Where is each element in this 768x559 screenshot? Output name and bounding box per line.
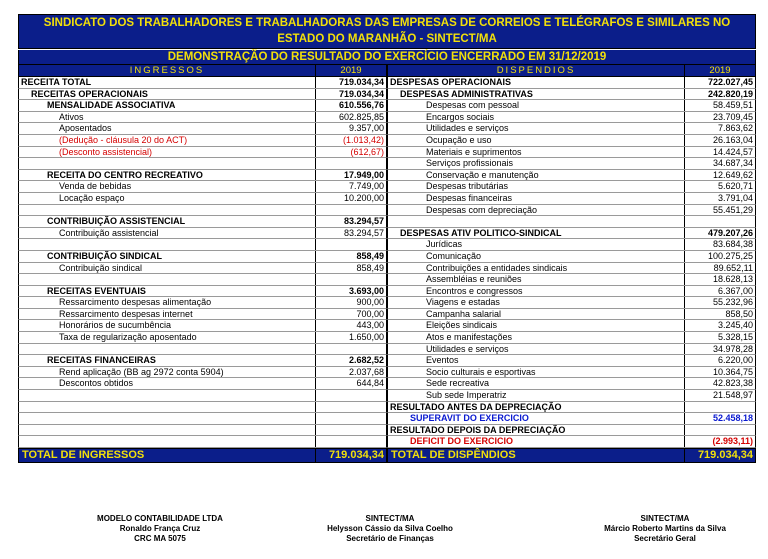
row-value: 858,50 bbox=[725, 308, 753, 319]
row-value: 644,84 bbox=[356, 378, 384, 389]
row-value: 42.823,38 bbox=[712, 378, 753, 389]
statement-row bbox=[387, 297, 756, 309]
row-label: DESPESAS ADMINISTRATIVAS bbox=[388, 89, 685, 100]
row-label: RECEITAS FINANCEIRAS bbox=[19, 355, 316, 366]
row-value: 479.207,26 bbox=[707, 227, 753, 238]
signature-role: Secretário de Finanças bbox=[346, 534, 434, 543]
statement-row bbox=[387, 147, 756, 159]
row-label: Campanha salarial bbox=[388, 309, 685, 320]
signature-name: Helysson Cássio da Silva Coelho bbox=[327, 524, 453, 533]
row-value: 55.451,29 bbox=[712, 204, 753, 215]
row-label: DEFICIT DO EXERCICIO bbox=[388, 436, 685, 447]
row-label: RECEITAS EVENTUAIS bbox=[19, 286, 316, 297]
statement-row bbox=[387, 320, 756, 332]
statement-row bbox=[387, 216, 756, 228]
row-value: 2.682,52 bbox=[348, 355, 384, 366]
statement-row bbox=[387, 193, 756, 205]
row-value: 3.693,00 bbox=[348, 285, 384, 296]
statement-row bbox=[387, 205, 756, 217]
row-label: SUPERAVIT DO EXERCICIO bbox=[388, 413, 685, 424]
row-label: RESULTADO ANTES DA DEPRECIAÇÃO bbox=[388, 402, 685, 413]
statement-row bbox=[18, 297, 387, 309]
statement-columns bbox=[18, 65, 756, 448]
row-label bbox=[19, 205, 316, 216]
statement-row bbox=[18, 100, 387, 112]
statement-row bbox=[18, 216, 387, 228]
total-expense bbox=[387, 448, 756, 463]
statement-row bbox=[18, 251, 387, 263]
statement-row bbox=[18, 367, 387, 379]
total-income bbox=[18, 448, 387, 463]
statement-row bbox=[18, 309, 387, 321]
row-label: RECEITA TOTAL bbox=[19, 77, 316, 88]
statement-row bbox=[387, 239, 756, 251]
signature-finance-secretary bbox=[290, 514, 490, 544]
row-label: Ativos bbox=[19, 112, 316, 123]
statement-row bbox=[387, 309, 756, 321]
expense-header-year: 2019 bbox=[709, 65, 731, 76]
row-label: Despesas financeiras bbox=[388, 193, 685, 204]
row-value: 52.458,18 bbox=[712, 413, 753, 424]
income-header-label: INGRESSOS bbox=[19, 65, 316, 76]
row-label: Materiais e suprimentos bbox=[388, 147, 685, 158]
signature-role: CRC MA 5075 bbox=[134, 534, 186, 543]
row-value: 7.749,00 bbox=[348, 181, 384, 192]
row-label: DESPESAS OPERACIONAIS bbox=[388, 77, 685, 88]
row-value: 900,00 bbox=[356, 297, 384, 308]
statement-row bbox=[18, 239, 387, 251]
statement-row bbox=[18, 205, 387, 217]
statement-row bbox=[387, 181, 756, 193]
statement-row bbox=[387, 251, 756, 263]
row-label: CONTRIBUIÇÃO ASSISTENCIAL bbox=[19, 216, 316, 227]
row-value: (612,67) bbox=[350, 146, 384, 157]
row-value: 858,49 bbox=[356, 262, 384, 273]
row-value: 12.649,62 bbox=[712, 169, 753, 180]
row-value: 602.825,85 bbox=[338, 111, 384, 122]
row-value: 58.459,51 bbox=[712, 100, 753, 111]
row-label: Conservação e manutenção bbox=[388, 170, 685, 181]
row-value: 700,00 bbox=[356, 308, 384, 319]
row-value bbox=[316, 158, 386, 169]
row-label: Contribuições a entidades sindicais bbox=[388, 263, 685, 274]
row-value bbox=[316, 274, 386, 285]
row-value: 34.978,28 bbox=[712, 343, 753, 354]
row-label: Atos e manifestações bbox=[388, 332, 685, 343]
row-value: 722.027,45 bbox=[707, 77, 753, 87]
document-title: SINDICATO DOS TRABALHADORES E TRABALHADORAS DAS EMPRESAS DE CORREIOS E TELÉGRAFOS E SIMILARES NO ESTADO DO MARANHÃO - SINTECT/MA bbox=[18, 14, 756, 49]
row-value: 10.200,00 bbox=[343, 192, 384, 203]
total-expense-value: 719.034,34 bbox=[697, 449, 753, 461]
row-value bbox=[316, 205, 386, 216]
row-value: 34.687,34 bbox=[712, 158, 753, 169]
row-value: 2.037,68 bbox=[348, 366, 384, 377]
financial-statement bbox=[18, 14, 756, 463]
row-value: 7.863,62 bbox=[717, 123, 753, 134]
row-label: Descontos obtidos bbox=[19, 378, 316, 389]
row-label: (Dedução - cláusula 20 do ACT) bbox=[19, 135, 316, 146]
row-value bbox=[316, 413, 386, 424]
statement-row bbox=[18, 123, 387, 135]
row-label: Taxa de regularização aposentado bbox=[19, 332, 316, 343]
row-value: 3.245,40 bbox=[717, 320, 753, 331]
statement-row bbox=[387, 228, 756, 240]
row-label bbox=[19, 344, 316, 355]
row-label: MENSALIDADE ASSOCIATIVA bbox=[19, 100, 316, 111]
row-label: CONTRIBUIÇÃO SINDICAL bbox=[19, 251, 316, 262]
statement-row bbox=[387, 355, 756, 367]
statement-row bbox=[387, 413, 756, 425]
signature-org: MODELO CONTABILIDADE LTDA bbox=[97, 514, 223, 523]
row-value: 5.328,15 bbox=[717, 332, 753, 343]
statement-row bbox=[387, 332, 756, 344]
row-label bbox=[19, 390, 316, 401]
row-label: Honorários de sucumbência bbox=[19, 320, 316, 331]
expense-column bbox=[387, 65, 756, 448]
statement-row bbox=[18, 112, 387, 124]
row-label: Locação espaço bbox=[19, 193, 316, 204]
row-value bbox=[316, 402, 386, 413]
statement-row bbox=[387, 158, 756, 170]
statement-row bbox=[387, 436, 756, 448]
row-label: Despesas com pessoal bbox=[388, 100, 685, 111]
statement-row bbox=[387, 390, 756, 402]
statement-row bbox=[18, 332, 387, 344]
total-income-value: 719.034,34 bbox=[328, 449, 384, 461]
statement-row bbox=[387, 425, 756, 437]
row-label: Ressarcimento despesas alimentação bbox=[19, 297, 316, 308]
statement-row bbox=[387, 77, 756, 89]
total-income-label: TOTAL DE INGRESSOS bbox=[19, 449, 316, 462]
statement-row bbox=[18, 355, 387, 367]
row-label: Jurídicas bbox=[388, 239, 685, 250]
row-label: Serviços profissionais bbox=[388, 158, 685, 169]
row-label bbox=[19, 413, 316, 424]
income-column bbox=[18, 65, 387, 448]
document-subtitle: DEMONSTRAÇÃO DO RESULTADO DO EXERCÍCIO ENCERRADO EM 31/12/2019 bbox=[18, 50, 756, 65]
row-value bbox=[685, 216, 755, 227]
statement-row bbox=[387, 402, 756, 414]
statement-row bbox=[18, 390, 387, 402]
statement-row bbox=[387, 378, 756, 390]
statement-row bbox=[18, 158, 387, 170]
row-value: 242.820,19 bbox=[707, 88, 753, 99]
row-value: 83.294,57 bbox=[343, 216, 384, 227]
row-label bbox=[19, 436, 316, 447]
row-value: 443,00 bbox=[356, 320, 384, 331]
row-label: Encargos sociais bbox=[388, 112, 685, 123]
row-value: (2.993,11) bbox=[712, 436, 753, 447]
row-label: Comunicação bbox=[388, 251, 685, 262]
row-value bbox=[316, 239, 386, 250]
row-value: (1.013,42) bbox=[342, 134, 384, 145]
row-value: 55.232,96 bbox=[712, 297, 753, 308]
row-value bbox=[316, 436, 386, 447]
row-value: 83.294,57 bbox=[343, 227, 384, 238]
statement-row bbox=[18, 402, 387, 414]
row-label: Eventos bbox=[388, 355, 685, 366]
row-value: 6.220,00 bbox=[717, 355, 753, 366]
row-value: 23.709,45 bbox=[712, 111, 753, 122]
row-value: 9.357,00 bbox=[348, 123, 384, 134]
statement-row bbox=[18, 425, 387, 437]
statement-row bbox=[18, 436, 387, 448]
row-value: 100.275,25 bbox=[707, 250, 753, 261]
row-label: Assembléias e reuniões bbox=[388, 274, 685, 285]
row-label bbox=[388, 216, 685, 227]
row-label bbox=[19, 274, 316, 285]
row-value: 3.791,04 bbox=[717, 192, 753, 203]
row-value: 17.949,00 bbox=[343, 169, 384, 180]
row-value: 719.034,34 bbox=[338, 77, 384, 87]
expense-header bbox=[387, 65, 756, 77]
row-value: 1.650,00 bbox=[348, 332, 384, 343]
row-label: Sede recreativa bbox=[388, 378, 685, 389]
row-value: 5.620,71 bbox=[717, 181, 753, 192]
signature-name: Márcio Roberto Martins da Silva bbox=[604, 524, 726, 533]
row-value bbox=[316, 390, 386, 401]
statement-row bbox=[387, 170, 756, 182]
row-value: 89.652,11 bbox=[713, 262, 753, 273]
row-label: Ocupação e uso bbox=[388, 135, 685, 146]
row-label: Encontros e congressos bbox=[388, 286, 685, 297]
statement-row bbox=[18, 344, 387, 356]
row-value bbox=[685, 402, 755, 413]
signature-role: Secretário Geral bbox=[634, 534, 696, 543]
statement-row bbox=[387, 135, 756, 147]
row-value: 6.367,00 bbox=[717, 285, 753, 296]
statement-row bbox=[387, 89, 756, 101]
statement-row bbox=[18, 320, 387, 332]
row-label: Aposentados bbox=[19, 123, 316, 134]
row-value: 21.548,97 bbox=[712, 390, 753, 401]
signature-org: SINTECT/MA bbox=[365, 514, 415, 523]
statement-row bbox=[18, 89, 387, 101]
income-header-year: 2019 bbox=[340, 65, 362, 76]
expense-header-label: DISPENDIOS bbox=[388, 65, 685, 76]
row-label: Viagens e estadas bbox=[388, 297, 685, 308]
row-label: Despesas com depreciação bbox=[388, 205, 685, 216]
statement-row bbox=[387, 100, 756, 112]
statement-row bbox=[18, 263, 387, 275]
row-label: Contribuição assistencial bbox=[19, 228, 316, 239]
statement-row bbox=[387, 286, 756, 298]
signature-accountant bbox=[60, 514, 260, 544]
row-label: Despesas tributárias bbox=[388, 181, 685, 192]
row-label: DESPESAS ATIV POLITICO-SINDICAL bbox=[388, 228, 685, 239]
expense-rows bbox=[387, 77, 756, 448]
row-value bbox=[316, 344, 386, 355]
statement-row bbox=[387, 274, 756, 286]
row-value: 26.163,04 bbox=[712, 134, 753, 145]
row-label bbox=[19, 158, 316, 169]
income-header bbox=[18, 65, 387, 77]
row-label: RECEITA DO CENTRO RECREATIVO bbox=[19, 170, 316, 181]
statement-row bbox=[18, 135, 387, 147]
row-label bbox=[19, 425, 316, 436]
row-value bbox=[685, 425, 755, 436]
row-label: Utilidades e serviços bbox=[388, 344, 685, 355]
statement-row bbox=[18, 170, 387, 182]
row-value: 10.364,75 bbox=[712, 366, 753, 377]
row-label: Rend aplicação (BB ag 2972 conta 5904) bbox=[19, 367, 316, 378]
statement-row bbox=[18, 378, 387, 390]
signature-org: SINTECT/MA bbox=[640, 514, 690, 523]
row-value: 14.424,57 bbox=[712, 146, 753, 157]
statement-row bbox=[18, 193, 387, 205]
signature-name: Ronaldo França Cruz bbox=[119, 524, 201, 533]
total-expense-label: TOTAL DE DISPÊNDIOS bbox=[388, 449, 685, 462]
row-label: Contribuição sindical bbox=[19, 263, 316, 274]
statement-row bbox=[387, 112, 756, 124]
row-label: Ressarcimento despesas internet bbox=[19, 309, 316, 320]
row-label: (Desconto assistencial) bbox=[19, 147, 316, 158]
statement-row bbox=[387, 367, 756, 379]
row-label: Utilidades e serviços bbox=[388, 123, 685, 134]
signature-general-secretary bbox=[570, 514, 760, 544]
row-label: RESULTADO DEPOIS DA DEPRECIAÇÃO bbox=[388, 425, 685, 436]
statement-row bbox=[18, 286, 387, 298]
row-value: 610.556,76 bbox=[338, 100, 384, 111]
statement-row bbox=[18, 274, 387, 286]
statement-row bbox=[18, 147, 387, 159]
row-value: 719.034,34 bbox=[338, 88, 384, 99]
row-value bbox=[316, 425, 386, 436]
statement-row bbox=[18, 181, 387, 193]
statement-row bbox=[387, 344, 756, 356]
row-value: 18.628,13 bbox=[712, 274, 753, 285]
totals-row bbox=[18, 448, 756, 463]
row-label bbox=[19, 402, 316, 413]
row-label: Venda de bebidas bbox=[19, 181, 316, 192]
row-label bbox=[19, 239, 316, 250]
row-label: Sub sede Imperatriz bbox=[388, 390, 685, 401]
row-value: 858,49 bbox=[356, 250, 384, 261]
row-label: Eleições sindicais bbox=[388, 320, 685, 331]
statement-row bbox=[18, 228, 387, 240]
row-label: RECEITAS OPERACIONAIS bbox=[19, 89, 316, 100]
statement-row bbox=[387, 123, 756, 135]
income-rows bbox=[18, 77, 387, 448]
row-label: Socio culturais e esportivas bbox=[388, 367, 685, 378]
statement-row bbox=[18, 77, 387, 89]
statement-row bbox=[18, 413, 387, 425]
row-value: 83.684,38 bbox=[712, 239, 753, 250]
statement-row bbox=[387, 263, 756, 275]
